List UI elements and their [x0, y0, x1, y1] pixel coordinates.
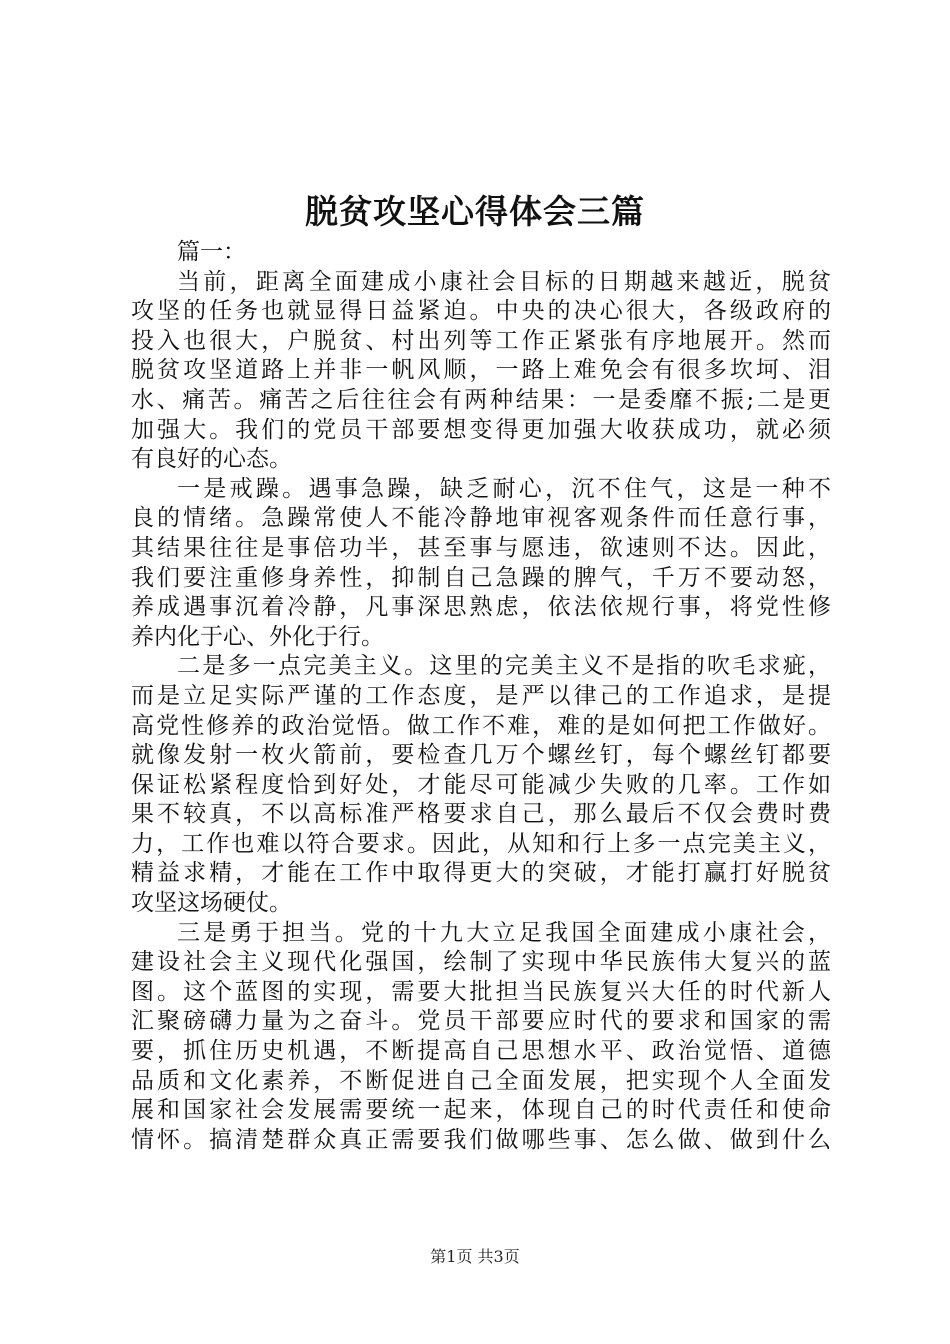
body-text-line: 力，工作也难以符合要求。因此，从知和行上多一点完美主义， [131, 830, 831, 857]
body-text-line: 精益求精，才能在工作中取得更大的突破，才能打赢打好脱贫 [131, 860, 831, 887]
body-text-line: 我们要注重修身养性，抑制自己急躁的脾气，千万不要动怒， [131, 564, 831, 591]
body-text-line: 良的情绪。急躁常使人不能冷静地审视客观条件而任意行事， [131, 505, 831, 532]
body-text-line: 其结果往往是事倍功半，甚至事与愿违，欲速则不达。因此， [131, 534, 831, 561]
body-text-line: 养成遇事沉着冷静，凡事深思熟虑，依法依规行事，将党性修 [131, 594, 831, 621]
body-text-line: 有良好的心态。 [131, 446, 292, 473]
body-text-line: 脱贫攻坚道路上并非一帆风顺，一路上难免会有很多坎坷、泪 [131, 357, 831, 384]
body-text-line: 图。这个蓝图的实现，需要大批担当民族复兴大任的时代新人 [131, 978, 831, 1005]
body-text-line: 展和国家社会发展需要统一起来，体现自己的时代责任和使命 [131, 1097, 831, 1124]
body-text-line: 加强大。我们的党员干部要想变得更加强大收获成功，就必须 [131, 416, 831, 443]
body-text-line: 攻坚这场硬仗。 [131, 890, 292, 917]
body-text-line: 养内化于心、外化于行。 [131, 623, 384, 650]
document-body [131, 238, 831, 1155]
body-text-line: 高党性修养的政治觉悟。做工作不难，难的是如何把工作做好。 [131, 712, 831, 739]
body-text-line: 攻坚的任务也就显得日益紧迫。中央的决心很大，各级政府的 [131, 298, 831, 325]
page-footer: 第1页 共3页 [430, 1247, 520, 1266]
body-text-line: 篇一： [177, 239, 246, 265]
body-text-line: 水、痛苦。痛苦之后往往会有两种结果：一是委靡不振;二是更 [131, 386, 831, 413]
body-text-line: 当前，距离全面建成小康社会目标的日期越来越近，脱贫 [177, 268, 831, 295]
body-text-line: 而是立足实际严谨的工作态度，是严以律己的工作追求，是提 [131, 682, 831, 709]
body-text-line: 情怀。搞清楚群众真正需要我们做哪些事、怎么做、做到什么 [131, 1126, 831, 1153]
body-text-line: 品质和文化素养，不断促进自己全面发展，把实现个人全面发 [131, 1067, 831, 1094]
body-text-line: 一是戒躁。遇事急躁，缺乏耐心，沉不住气，这是一种不 [177, 475, 831, 502]
body-text-line: 建设社会主义现代化强国，绘制了实现中华民族伟大复兴的蓝 [131, 949, 831, 976]
body-text-line: 就像发射一枚火箭前，要检查几万个螺丝钉，每个螺丝钉都要 [131, 742, 831, 769]
body-text-line: 投入也很大，户脱贫、村出列等工作正紧张有序地展开。然而 [131, 327, 831, 354]
body-text-line: 要，抓住历史机遇，不断提高自己思想水平、政治觉悟、道德 [131, 1038, 831, 1065]
document-title: 脱贫攻坚心得体会三篇 [305, 192, 645, 231]
body-text-line: 二是多一点完美主义。这里的完美主义不是指的吹毛求疵， [177, 653, 831, 680]
body-text-line: 果不较真，不以高标准严格要求自己，那么最后不仅会费时费 [131, 801, 831, 828]
body-text-line: 保证松紧程度恰到好处，才能尽可能减少失败的几率。工作如 [131, 771, 831, 798]
body-text-line: 汇聚磅礴力量为之奋斗。党员干部要应时代的要求和国家的需 [131, 1008, 831, 1035]
body-text-line: 三是勇于担当。党的十九大立足我国全面建成小康社会， [177, 919, 831, 946]
